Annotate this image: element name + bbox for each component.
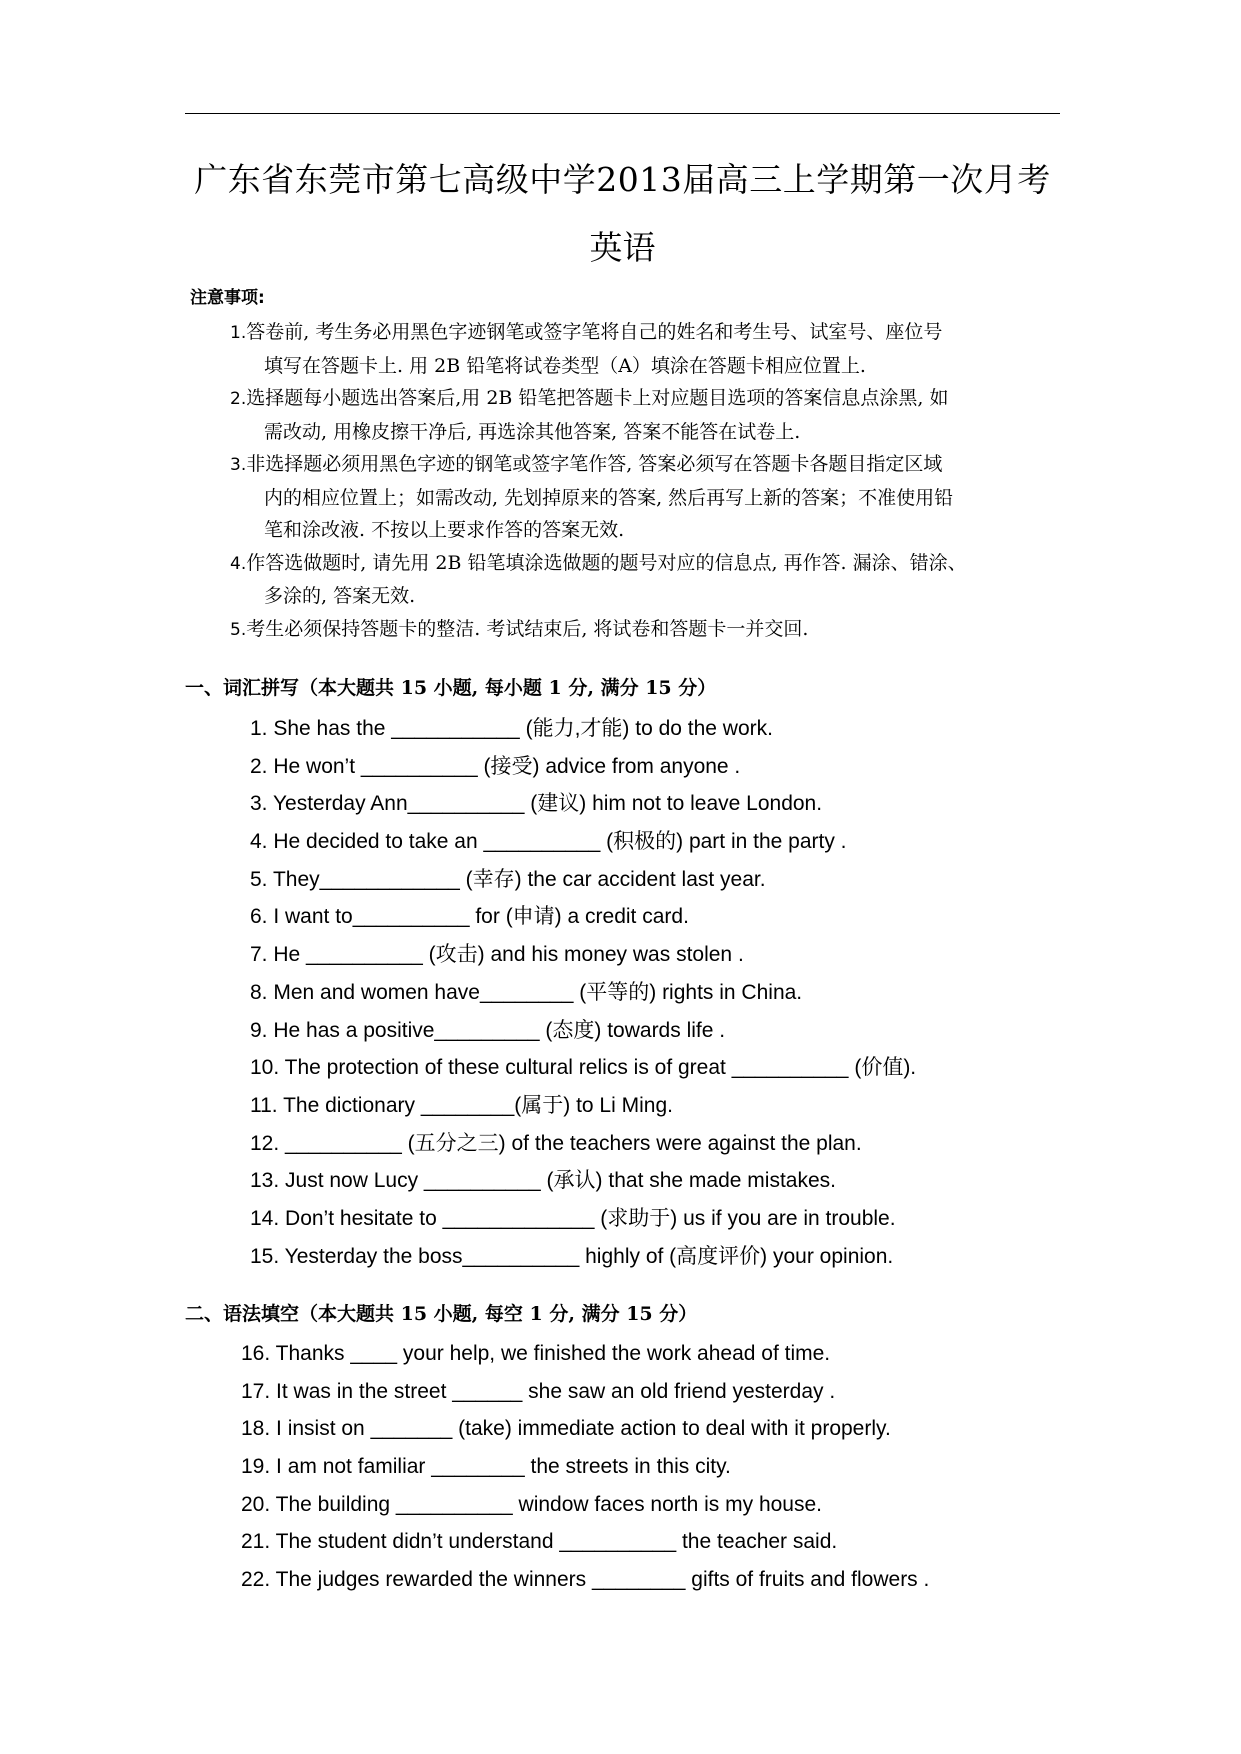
note-item (230, 382, 1060, 448)
question-item: 1. She has the ___________ (能力,才能) to do the work. (250, 717, 773, 740)
header-rule (185, 113, 1060, 114)
note-item (230, 613, 1060, 647)
note-number: 2. (230, 389, 247, 409)
exam-subject: 英语 (589, 228, 656, 267)
question-item: 13. Just now Lucy __________ (承认) that she made mistakes. (250, 1169, 836, 1193)
question-item: 6. I want to__________ for (申请) a credit card. (250, 905, 689, 929)
question-item: 2. He won’t __________ (接受) advice from anyone . (250, 754, 741, 778)
note-item (230, 547, 1060, 613)
question-item: 7. He __________ (攻击) and his money was stolen . (250, 943, 744, 967)
question-item: 9. He has a positive_________ (态度) towards life . (250, 1018, 726, 1042)
note-item (230, 448, 1060, 547)
question-item: 20. The building __________ window faces north is my house. (241, 1492, 822, 1516)
question-item: 3. Yesterday Ann__________ (建议) him not to leave London. (250, 792, 823, 816)
note-text: 作答选做题时, 请先用 2B 铅笔填涂选做题的题号对应的信息点, 再作答. 漏涂、错涂、 (246, 551, 967, 574)
question-item: 5. They____________ (幸存) the car accident last year. (250, 867, 766, 891)
question-item: 12. __________ (五分之三) of the teachers were against the plan. (250, 1131, 862, 1155)
note-text: 填写在答题卡上. 用 2B 铅笔将试卷类型（A）填涂在答题卡相应位置上. (264, 354, 866, 377)
note-number: 1. (230, 323, 247, 343)
note-number: 4. (230, 553, 247, 574)
notes-list (230, 316, 1060, 646)
section2-heading: 二、语法填空（本大题共 15 小题, 每空 1 分, 满分 15 分） (185, 1303, 698, 1325)
section1-questions (250, 710, 916, 1275)
note-text: 非选择题必须用黑色字迹的钢笔或签字笔作答, 答案必须写在答题卡各题目指定区域 (246, 453, 943, 475)
note-text: 需改动, 用橡皮擦干净后, 再选涂其他答案, 答案不能答在试卷上. (264, 420, 801, 443)
exam-title: 广东省东莞市第七高级中学2013届高三上学期第一次月考 (194, 160, 1051, 199)
note-item (230, 316, 1060, 382)
question-item: 16. Thanks ____ your help, we finished the work ahead of time. (241, 1342, 831, 1365)
note-text: 笔和涂改液. 不按以上要求作答的答案无效. (264, 519, 625, 541)
question-item: 22. The judges rewarded the winners ________ gifts of fruits and flowers . (241, 1568, 930, 1592)
question-item: 4. He decided to take an __________ (积极的) part in the party . (250, 830, 847, 854)
question-item: 15. Yesterday the boss__________ highly of (高度评价) your opinion. (250, 1244, 894, 1268)
note-number: 5. (230, 619, 247, 640)
question-item: 11. The dictionary ________(属于) to Li Ming. (250, 1093, 673, 1117)
question-item: 21. The student didn’t understand __________ the teacher said. (241, 1530, 838, 1554)
question-item: 18. I insist on _______ (take) immediate action to deal with it properly. (241, 1417, 891, 1441)
question-item: 17. It was in the street ______ she saw an old friend yesterday . (241, 1379, 836, 1403)
question-item: 8. Men and women have________ (平等的) rights in China. (250, 980, 803, 1004)
note-text: 答卷前, 考生务必用黑色字迹钢笔或签字笔将自己的姓名和考生号、试室号、座位号 (246, 321, 943, 343)
question-item: 19. I am not familiar ________ the streets in this city. (241, 1455, 731, 1479)
note-text: 多涂的, 答案无效. (264, 585, 416, 607)
section1-heading: 一、词汇拼写（本大题共 15 小题, 每小题 1 分, 满分 15 分） (185, 677, 717, 699)
note-number: 3. (230, 455, 247, 475)
question-item: 14. Don’t hesitate to _____________ (求助于) us if you are in trouble. (250, 1206, 896, 1230)
note-text: 选择题每小题选出答案后,用 2B 铅笔把答题卡上对应题目选项的答案信息点涂黑, 如 (246, 387, 949, 409)
note-text: 考生必须保持答题卡的整洁. 考试结束后, 将试卷和答题卡一并交回. (246, 617, 809, 640)
note-text: 内的相应位置上；如需改动, 先划掉原来的答案, 然后再写上新的答案；不准使用铅 (264, 486, 954, 509)
section2-questions (241, 1335, 929, 1599)
question-item: 10. The protection of these cultural relics is of great __________ (价值). (250, 1056, 917, 1080)
notes-heading: 注意事项: (190, 288, 265, 308)
